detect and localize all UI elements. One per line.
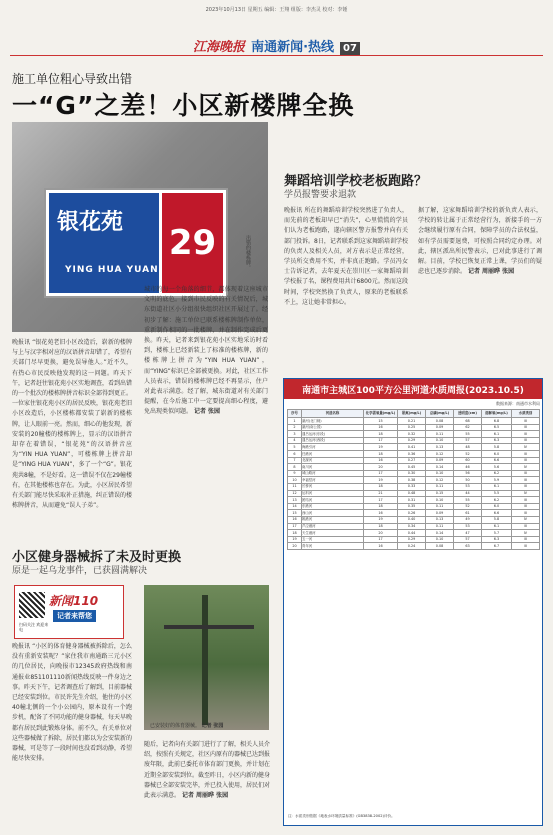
table-cell: 16 [364,424,398,431]
article2-subtitle: 原是一起乌龙事件，已获圆满解决 [12,566,148,576]
qr-code-icon [19,592,45,618]
table-cell: 13 [288,497,302,504]
page-number: 07 [340,42,360,55]
table-cell: 0.40 [398,516,426,523]
table-row [288,424,540,431]
table-cell: 18 [364,503,398,510]
article3-body-a: 晚报讯 所在的舞蹈培训学校突然进了负责人，而先前的老板却早已“消失”，心里慌慌的学员们认为老板跑路，遂向辖区警方报警并向有关部门投诉。8日，记者联系到这家舞蹈培训学校的负责人及相关人员，对方表示是正常经营，学员所交费用不实，并非真正跑路。学员冯女士告诉记者，去年夏天在崇川区一家舞蹈培训学校报了名，课程费用共计6800元。然而这段时间，学校突然换了负责人，原来的老板联系不上，这让她非常担心。 [284,207,408,306]
table-cell: 15 [288,510,302,517]
table-cell: 18 [364,483,398,490]
table-row [288,516,540,523]
table-cell: 西山河 [302,510,364,517]
table-cell: 0.08 [426,543,454,550]
table-row [288,457,540,464]
table-cell: 53 [454,523,482,530]
photo2-caption [150,722,223,729]
table-cell: 0.27 [398,457,426,464]
table-cell: 0.38 [398,477,426,484]
table-cell: 青年河 [302,543,364,550]
table-row [288,536,540,543]
article3-body-b [418,206,542,366]
photo1-caption: 出错的楼栋牌。 [245,235,251,270]
table-cell: Ⅲ [512,523,540,530]
table-cell: Ⅲ [512,450,540,457]
table-cell: 8 [288,464,302,471]
table-cell: 0.34 [398,523,426,530]
equipment-pole [202,595,208,725]
table-cell: 11 [288,483,302,490]
table-cell: 0.45 [398,464,426,471]
table-cell: 0.15 [426,490,454,497]
table-row [288,444,540,451]
article3-subtitle: 学员报警要求退款 [284,190,357,200]
article1-byline: 记者 张园 [193,408,221,416]
table-cell: Ⅳ [512,444,540,451]
table-cell: 12 [288,490,302,497]
table-row [288,497,540,504]
fitness-equipment-photo [144,585,269,730]
table-cell: 6.1 [482,483,512,490]
table-cell: 0.32 [398,431,426,438]
water-table-note: 数据来源：南通市水利局 [496,401,540,406]
table-cell: 6.2 [482,470,512,477]
table-cell: 20 [364,530,398,537]
table-cell: 5.7 [482,530,512,537]
table-cell: 0.29 [398,536,426,543]
table-cell: 18 [364,431,398,438]
table-cell: 南川河 [302,464,364,471]
news110-note: 扫码关注 欢迎来电 [19,622,49,632]
table-cell: 濠河(北门闸) [302,418,364,425]
table-header-cell: 总磷(mg/L) [426,410,454,418]
table-cell: 63 [454,543,482,550]
table-cell: 天生港河 [302,530,364,537]
water-table-footer: 注：水质类别依据《地表水环境质量标准》(GB3838-2002)评价。 [288,814,395,818]
table-cell: 通吕运河(西段) [302,437,364,444]
table-cell: 4 [288,437,302,444]
table-cell: Ⅲ [512,536,540,543]
table-row [288,510,540,517]
table-cell: 6.5 [482,424,512,431]
table-cell: 长桥河 [302,483,364,490]
table-cell: Ⅳ [512,516,540,523]
table-cell: 0.14 [426,530,454,537]
table-cell: 0.09 [426,457,454,464]
table-cell: 5.5 [482,490,512,497]
table-cell: 北濠河 [302,457,364,464]
table-cell: 0.24 [398,543,426,550]
table-header-cell: 溶解氧(mg/L) [482,410,512,418]
table-cell: 0.21 [398,418,426,425]
table-cell: 0.11 [426,503,454,510]
table-cell: 56 [454,470,482,477]
table-row [288,523,540,530]
table-row [288,490,540,497]
table-cell: 海港引河 [302,444,364,451]
table-cell: 6.3 [482,437,512,444]
table-cell: Ⅳ [512,530,540,537]
water-quality-table [287,409,540,550]
news110-title: 新闻110 [49,594,99,608]
table-cell: 任港河 [302,450,364,457]
table-cell: 10 [288,477,302,484]
article3-headline: 舞蹈培训学校老板跑路？ [284,174,428,189]
table-cell: 6.7 [482,543,512,550]
table-cell: 20 [288,543,302,550]
table-cell: 60 [454,457,482,464]
table-row [288,477,540,484]
article2-body-b-text: 随后，记者向有关部门进行了了解，相关人员介绍，按照有关规定，社区内原有的器械已达到报废年限，此前已委托市体育部门更换，并计划在近期全部安装到位。截至昨日，小区内新的健身器械已全部安装完毕，并已投入使用，居民们对此表示满意。 [144,741,270,800]
news110-badge [14,585,124,639]
table-cell: 68 [454,418,482,425]
table-row [288,543,540,550]
table-cell: 0.13 [426,444,454,451]
table-cell: 16 [364,543,398,550]
table-cell: Ⅲ [512,457,540,464]
table-cell: 0.10 [426,437,454,444]
table-cell: 0.10 [426,536,454,543]
table-cell: Ⅲ [512,497,540,504]
table-cell: 57 [454,536,482,543]
article1-body-b-text: 城市的每一个角落的细节，都体现着这座城市文明的底色。接到市民反映的有关情况后，城东街道社区小分组很快组织社区开展过了。经初步了解：施工单位已联系楼栋牌制作单位，重新制作相同的一批楼牌，并在制作完成后更换。昨天，记者来到银花苑小区实地采访时看到，楼栋上已经新装上了标准的楼栋牌，新的楼栋牌上拼音为“YIN HUA YUAN”，而“YING”标识已全部被更换。对此，社区工作人员表示，错误的楼栋牌已经不再显示，住户对此表示满意。经了解，城东街道对有关部门提醒，在今后施工中一定要提高细心程度，避免出现类似问题。 [144,286,268,416]
article2-headline: 小区健身器械拆了未及时更换 [12,550,182,565]
table-cell: 52 [454,450,482,457]
table-cell: 1 [288,418,302,425]
article2-byline: 记者 周丽晔 张园 [181,792,229,800]
table-cell: 0.26 [398,510,426,517]
table-cell: 19 [364,477,398,484]
table-cell: Ⅲ [512,418,540,425]
table-cell: 0.25 [398,424,426,431]
table-cell: Ⅲ [512,477,540,484]
photo2-byline: 记者 张园 [201,723,224,729]
table-cell: 团结河 [302,497,364,504]
table-cell: 0.10 [426,470,454,477]
water-table-title: 南通市主城区100平方公里河道水质周报(2023.10.5) [284,379,542,399]
table-cell: 0.09 [426,424,454,431]
table-cell: 55 [454,431,482,438]
table-cell: 18 [364,523,398,530]
table-cell: 0.48 [398,490,426,497]
table-cell: 0.31 [398,497,426,504]
table-cell: Ⅲ [512,424,540,431]
table-cell: 57 [454,437,482,444]
table-cell: 49 [454,516,482,523]
table-cell: 0.41 [398,444,426,451]
table-cell: 6.1 [482,523,512,530]
table-cell: 19 [364,444,398,451]
table-row [288,470,540,477]
table-row [288,431,540,438]
table-cell: 46 [454,464,482,471]
sign-pinyin: YING HUA YUAN [65,265,159,275]
table-cell: 17 [364,536,398,543]
table-row [288,483,540,490]
table-cell: 幸福竖河 [302,477,364,484]
table-cell: 17 [364,497,398,504]
table-cell: 14 [288,503,302,510]
table-cell: 0.09 [426,510,454,517]
table-cell: 0.14 [426,464,454,471]
table-cell: 47 [454,530,482,537]
table-cell: 0.44 [398,530,426,537]
article1-body-b [144,285,268,545]
dateline: 2023年10月13日 星期五 编辑：王翔 组版：李杰灵 校对：李锺 [205,7,348,13]
equipment-bar [164,625,254,629]
table-cell: 0.12 [426,477,454,484]
article1-kicker: 施工单位粗心导致出错 [12,72,133,86]
news110-subtitle: 记者来帮您 [53,610,96,622]
table-cell: Ⅳ [512,464,540,471]
table-cell: 6.6 [482,457,512,464]
table-cell: Ⅲ [512,483,540,490]
table-cell: 7 [288,457,302,464]
table-cell: 9 [288,470,302,477]
table-row [288,530,540,537]
table-cell: 芦泾港河 [302,523,364,530]
table-cell: 0.13 [426,516,454,523]
table-cell: 44 [454,490,482,497]
table-cell: 50 [454,477,482,484]
table-cell: 东港河 [302,503,364,510]
table-cell: 61 [454,510,482,517]
table-cell: 0.36 [398,450,426,457]
table-cell: 0.33 [398,483,426,490]
table-header-cell: 河道名称 [302,410,364,418]
table-cell: 0.11 [426,523,454,530]
table-cell: 3 [288,431,302,438]
table-cell: 17 [364,437,398,444]
table-cell: Ⅲ [512,503,540,510]
table-cell: 53 [454,483,482,490]
table-header-cell: 序号 [288,410,302,418]
table-cell: 0.11 [426,483,454,490]
article3-byline: 记者 周丽晔 张园 [467,268,515,276]
table-cell: 五一河 [302,536,364,543]
table-cell: 5.8 [482,516,512,523]
table-cell: 0.08 [426,418,454,425]
table-cell: 16 [288,516,302,523]
table-cell: 20 [364,464,398,471]
table-cell: Ⅲ [512,470,540,477]
photo2-caption-text: 已安装好的体育器械。 [150,723,201,729]
table-cell: 6.2 [482,497,512,504]
table-cell: 52 [454,503,482,510]
table-row [288,464,540,471]
table-cell: 5.9 [482,477,512,484]
article3-body-b-text: 据了解，这家舞蹈培训学校的新负责人表示，学校的转让属于正常经营行为，新接手的一方会继续履行原有合同，保障学员的合法权益，如有学员需要退费，可按照合同约定办理。对此，辖区派出所民警表示，已对此事进行了调解。目前，学校已恢复正常上课，学员们的疑虑也已逐步消除。 [418,207,542,276]
table-cell: 17 [364,470,398,477]
table-cell: 62 [454,424,482,431]
table-cell: Ⅲ [512,510,540,517]
section-title: 南通新闻·热线 [251,40,335,55]
sign-number: 29 [159,193,223,293]
table-cell: 0.10 [426,497,454,504]
table-cell: 5 [288,444,302,451]
table-cell: 5.6 [482,464,512,471]
article2-body-a: 晚报讯 “小区的体育健身器械被拆除后，怎么没有重新安装呢？”家住我市南通路三元小区的几位居民，向晚报市12345政府热线和南通报业851101110新闻热线反映一件身边之事。昨天下午，记者调查后了解到，目前器械已经安装到位。市民许先生介绍，他住的小区40幢北侧的一个小公园内，原本设有一个跑步机，配备了不同功能的健身器械，每天早晚都有居民到此锻炼身体。前不久，有关单位对这些器械做了拆除，居民们都以为会安装新的器械，可是等了一段时间也没看到动静，希望能尽快安排。 [12,643,132,763]
masthead [10,34,543,56]
table-cell: 19 [364,516,398,523]
table-cell: 6 [288,450,302,457]
article2-body-b [144,740,270,830]
building-sign [46,190,226,296]
table-header-cell: 水质类别 [512,410,540,418]
table-cell: 5.8 [482,444,512,451]
table-cell: 濠河(南公园) [302,424,364,431]
table-header-cell: 化学需氧量(mg/L) [364,410,398,418]
table-cell: 0.11 [426,431,454,438]
sign-text: 银花苑 [57,210,124,235]
table-cell: 21 [364,490,398,497]
table-cell: 16 [364,457,398,464]
newspaper-logo: 江海晚报 [193,40,246,55]
table-cell: 0.12 [426,450,454,457]
table-cell: Ⅲ [512,431,540,438]
table-cell: 0.35 [398,503,426,510]
table-cell: 6.1 [482,431,512,438]
table-header-row [288,410,540,418]
table-cell: 18 [364,450,398,457]
table-row [288,503,540,510]
table-cell: 0.29 [398,437,426,444]
table-cell: 48 [454,444,482,451]
article1-body-a: 晚报讯 “银花苑老旧小区改造后，崭新的楼牌与上与汉字相对应的汉语拼音却错了，希望有关部门尽早更换，避免误导他人。”近不久，有热心市民反映他发现的这一问题。昨天下午，记者赶往银花苑小区实地调查，看到出错的一个批次的楼栋牌拼音标识全部得到更正。一位家住银花苑小区的居民反映，银花苑老旧小区改造后，小区楼栋都安装了崭新的楼栋牌，让人眼前一亮。然而，细心的他发现，新安装的20幢楼的楼栋牌上，显示的汉语拼音却存在着错误，“银花苑”的汉语拼音应为“YIN HUA YUAN”，可楼栋牌上拼音却是“YING HUA YUAN”，多了一个“G”。银花苑共8幢，不是好看。这一错误不仅在29幢楼有，在其他楼栋也存在。为此，小区居民希望有关部门能尽快采取补正措施，纠正错误的楼栋牌拼音，从而避免“误人子弟”。 [12,339,132,510]
table-cell: 城山路河 [302,470,364,477]
table-cell: 6.8 [482,418,512,425]
table-cell: 2 [288,424,302,431]
table-cell: Ⅲ [512,437,540,444]
table-body [288,418,540,550]
table-cell: 55 [454,497,482,504]
table-row [288,418,540,425]
table-cell: 6.6 [482,510,512,517]
table-cell: 运料河 [302,490,364,497]
table-cell: 17 [288,523,302,530]
table-header-cell: 透明度(cm) [454,410,482,418]
table-row [288,437,540,444]
table-cell: 姚港河 [302,516,364,523]
table-cell: 6.0 [482,503,512,510]
table-cell: Ⅲ [512,543,540,550]
table-row [288,450,540,457]
table-header-cell: 氨氮(mg/L) [398,410,426,418]
table-cell: 6.0 [482,450,512,457]
table-cell: Ⅳ [512,490,540,497]
table-cell: 6.3 [482,536,512,543]
table-cell: 18 [288,530,302,537]
water-quality-report [283,378,543,826]
table-cell: 15 [364,418,398,425]
table-cell: 19 [288,536,302,543]
table-cell: 通吕运河(东段) [302,431,364,438]
table-cell: 0.30 [398,470,426,477]
article1-headline: 一“G”之差！小区新楼牌全换 [12,91,355,120]
table-cell: 16 [364,510,398,517]
